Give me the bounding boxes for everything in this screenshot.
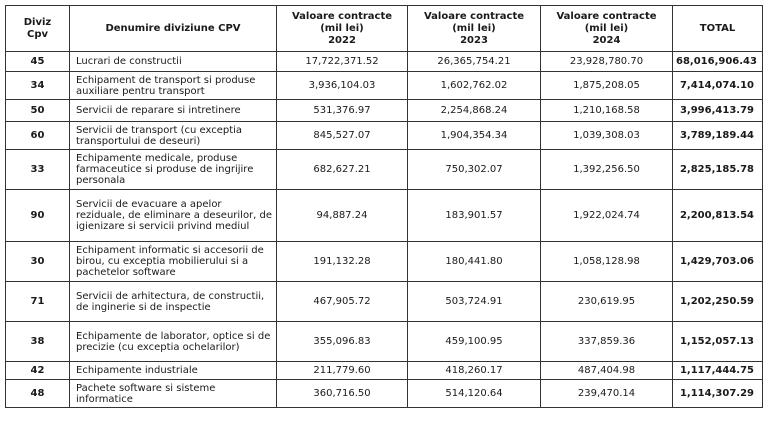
cell-denumire: Servicii de arhitectura, de constructii, de inginerie si de inspectie [70, 282, 277, 322]
table-row [6, 100, 763, 122]
cell-valoare-2023: 26,365,754.21 [408, 52, 541, 72]
cell-cod: 48 [6, 380, 70, 408]
cell-valoare-2023: 1,904,354.34 [408, 122, 541, 150]
header-2023-line2: (mil lei) [452, 22, 496, 34]
table-row [6, 242, 763, 282]
cell-valoare-2022: 355,096.83 [277, 322, 408, 362]
table-row [6, 322, 763, 362]
cell-denumire: Pachete software si sisteme informatice [70, 380, 277, 408]
header-2024-year: 2024 [592, 34, 621, 46]
header-row [6, 6, 763, 52]
table-row [6, 282, 763, 322]
cell-valoare-2024: 239,470.14 [541, 380, 673, 408]
cell-valoare-2023: 750,302.07 [408, 150, 541, 190]
cell-valoare-2022: 531,376.97 [277, 100, 408, 122]
cell-valoare-2022: 3,936,104.03 [277, 72, 408, 100]
header-total: TOTAL [673, 6, 763, 52]
cell-total: 7,414,074.10 [673, 72, 763, 100]
cell-cod: 42 [6, 362, 70, 380]
table-row [6, 362, 763, 380]
cell-cod: 34 [6, 72, 70, 100]
header-2024-line1: Valoare contracte [556, 10, 657, 22]
header-valoare-2024 [541, 6, 673, 52]
cell-valoare-2022: 682,627.21 [277, 150, 408, 190]
cell-valoare-2023: 418,260.17 [408, 362, 541, 380]
cell-denumire: Lucrari de constructii [70, 52, 277, 72]
cell-valoare-2022: 94,887.24 [277, 190, 408, 242]
cell-valoare-2024: 1,875,208.05 [541, 72, 673, 100]
cpv-table-container [5, 5, 763, 408]
table-row [6, 52, 763, 72]
cell-denumire: Echipamente medicale, produse farmaceutice si produse de ingrijire personala [70, 150, 277, 190]
cpv-contracts-table [5, 5, 763, 408]
cell-valoare-2024: 1,210,168.58 [541, 100, 673, 122]
header-2022-line2: (mil lei) [320, 22, 364, 34]
cell-cod: 30 [6, 242, 70, 282]
cell-valoare-2023: 514,120.64 [408, 380, 541, 408]
cell-denumire: Echipament informatic si accesorii de birou, cu exceptia mobilierului si a pachetelor software [70, 242, 277, 282]
cell-valoare-2024: 1,392,256.50 [541, 150, 673, 190]
table-row [6, 72, 763, 100]
header-valoare-2022 [277, 6, 408, 52]
table-row [6, 190, 763, 242]
cell-denumire: Servicii de reparare si intretinere [70, 100, 277, 122]
header-cod-line2: Cpv [26, 28, 48, 40]
cell-valoare-2024: 230,619.95 [541, 282, 673, 322]
cell-total: 1,202,250.59 [673, 282, 763, 322]
cell-valoare-2022: 360,716.50 [277, 380, 408, 408]
header-denumire: Denumire diviziune CPV [70, 6, 277, 52]
cell-cod: 71 [6, 282, 70, 322]
cell-valoare-2022: 191,132.28 [277, 242, 408, 282]
cell-valoare-2023: 183,901.57 [408, 190, 541, 242]
cell-valoare-2023: 503,724.91 [408, 282, 541, 322]
header-2023-year: 2023 [460, 34, 488, 46]
cell-valoare-2022: 845,527.07 [277, 122, 408, 150]
cell-valoare-2022: 211,779.60 [277, 362, 408, 380]
header-2024-line2: (mil lei) [584, 22, 629, 34]
cell-cod: 38 [6, 322, 70, 362]
header-valoare-2023 [408, 6, 541, 52]
cell-denumire: Echipamente industriale [70, 362, 277, 380]
cell-total: 1,152,057.13 [673, 322, 763, 362]
header-cod-divizie [6, 6, 70, 52]
header-2022-line1: Valoare contracte [291, 10, 393, 22]
cell-total: 2,825,185.78 [673, 150, 763, 190]
cell-valoare-2023: 2,254,868.24 [408, 100, 541, 122]
cell-total: 1,114,307.29 [673, 380, 763, 408]
header-2023-line1: Valoare contracte [423, 10, 525, 22]
cell-valoare-2024: 1,922,024.74 [541, 190, 673, 242]
cell-valoare-2024: 1,039,308.03 [541, 122, 673, 150]
cell-cod: 50 [6, 100, 70, 122]
cell-cod: 33 [6, 150, 70, 190]
header-cod-line1: Diviz [23, 16, 52, 28]
cell-valoare-2022: 17,722,371.52 [277, 52, 408, 72]
cell-denumire: Echipamente de laborator, optice si de precizie (cu exceptia ochelarilor) [70, 322, 277, 362]
cell-valoare-2024: 487,404.98 [541, 362, 673, 380]
cell-total: 3,789,189.44 [673, 122, 763, 150]
cell-denumire: Servicii de transport (cu exceptia transportului de deseuri) [70, 122, 277, 150]
table-row [6, 150, 763, 190]
cell-valoare-2024: 337,859.36 [541, 322, 673, 362]
table-row [6, 380, 763, 408]
cell-cod: 60 [6, 122, 70, 150]
cell-denumire: Servicii de evacuare a apelor reziduale, de eliminare a deseurilor, de igienizare si servicii privind mediul [70, 190, 277, 242]
cell-valoare-2024: 23,928,780.70 [541, 52, 673, 72]
header-2022-year: 2022 [328, 34, 356, 46]
cell-total: 3,996,413.79 [673, 100, 763, 122]
cell-valoare-2023: 459,100.95 [408, 322, 541, 362]
cell-cod: 90 [6, 190, 70, 242]
cell-total: 68,016,906.43 [673, 52, 763, 72]
cell-valoare-2022: 467,905.72 [277, 282, 408, 322]
cell-total: 1,117,444.75 [673, 362, 763, 380]
cell-valoare-2024: 1,058,128.98 [541, 242, 673, 282]
cell-denumire: Echipament de transport si produse auxiliare pentru transport [70, 72, 277, 100]
cell-valoare-2023: 1,602,762.02 [408, 72, 541, 100]
table-row [6, 122, 763, 150]
cell-total: 1,429,703.06 [673, 242, 763, 282]
cell-total: 2,200,813.54 [673, 190, 763, 242]
cell-cod: 45 [6, 52, 70, 72]
cell-valoare-2023: 180,441.80 [408, 242, 541, 282]
